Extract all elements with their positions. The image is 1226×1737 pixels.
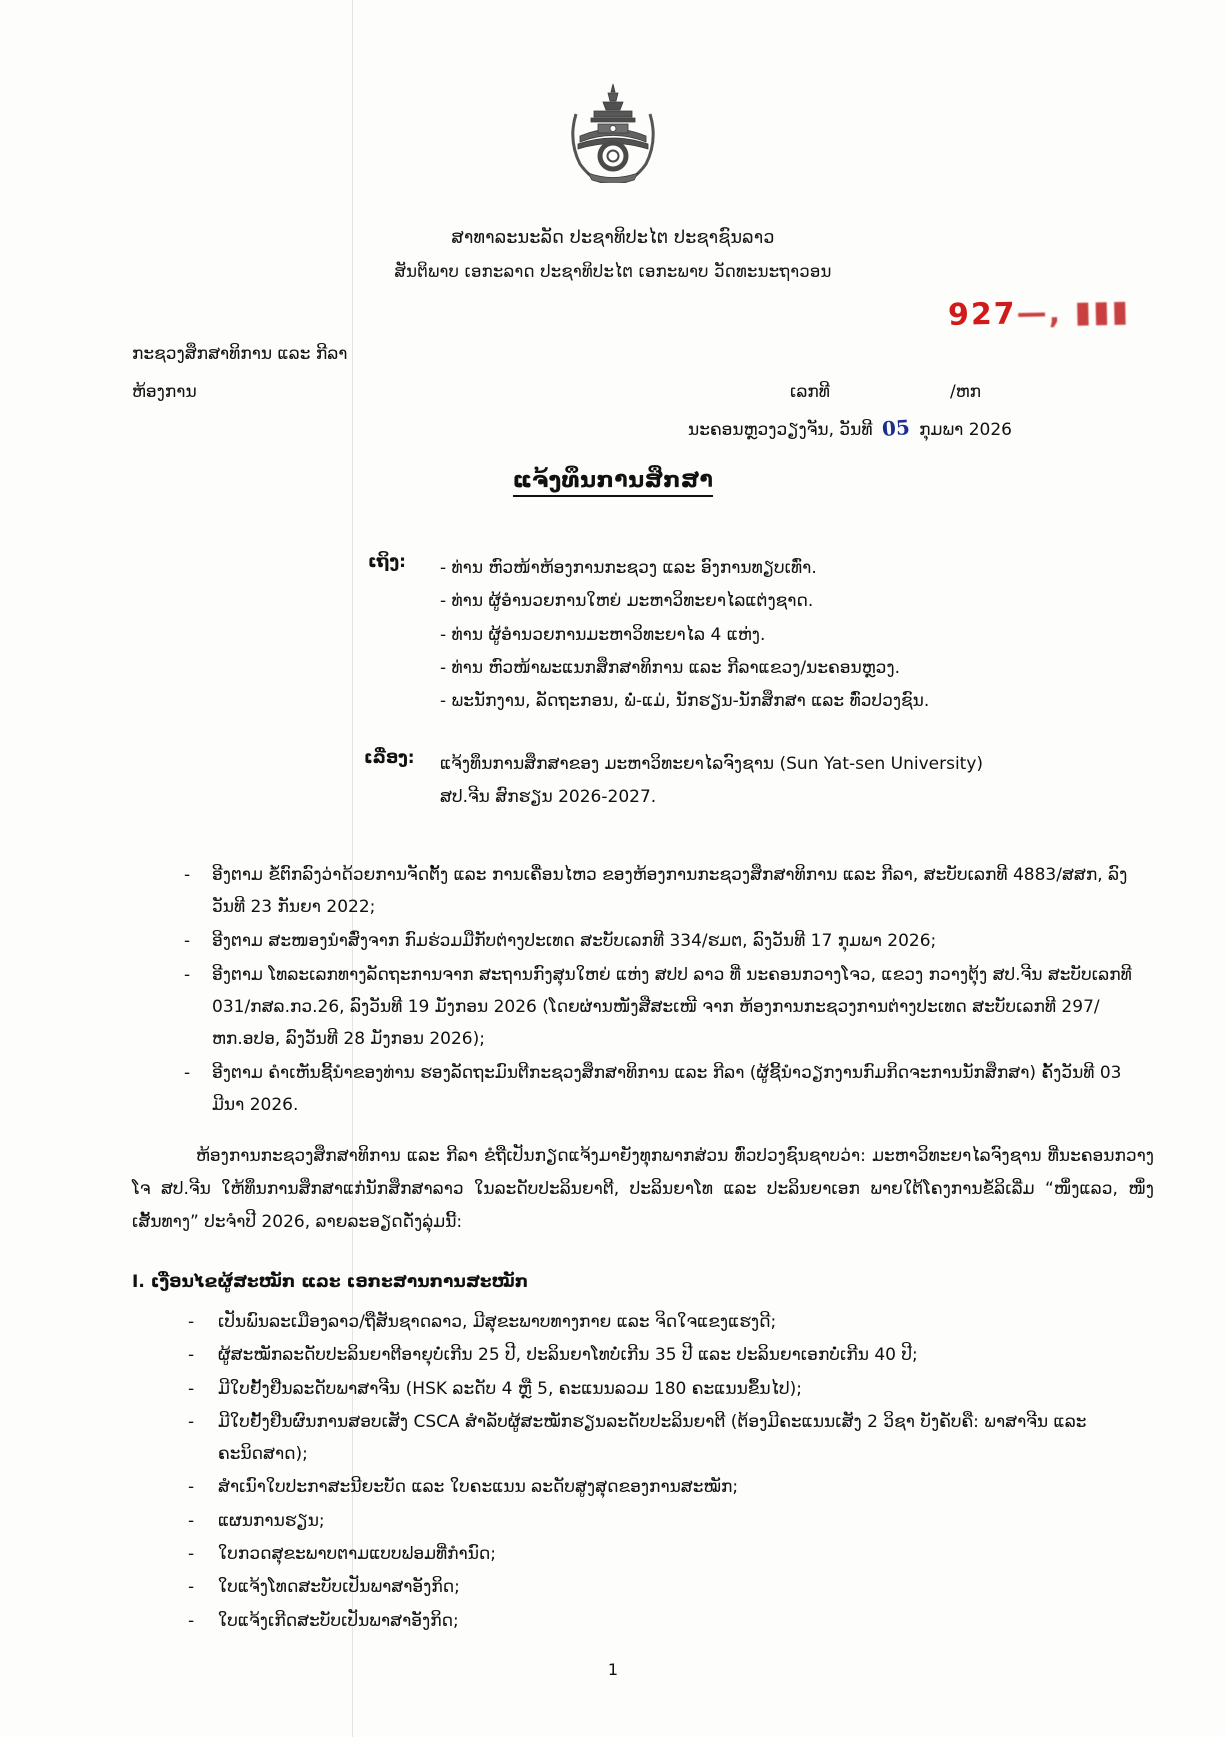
bullet-dash: - xyxy=(184,964,191,985)
bullet-dash: - xyxy=(188,1510,195,1531)
list-item-text: ເປັນພົນລະເມືອງລາວ/ຖືສັນຊາດລາວ, ມີສຸຂະພາບທາງກາຍ ແລະ ຈິດໃຈແຂງແຮງດີ; xyxy=(218,1312,777,1332)
reference-item xyxy=(176,926,1158,958)
page-title xyxy=(0,468,1226,493)
bullet-dash: - xyxy=(188,1610,195,1631)
bullet-dash: - xyxy=(184,865,191,885)
stamp-smear: —, ▮▮▮ xyxy=(1016,294,1131,332)
list-item-text: ມີໃບຢັ້ງຢືນລະດັບພາສາຈີນ (HSK ລະດັບ 4 ຫຼື 5, ຄະແນນລວມ 180 ຄະແນນຂຶ້ນໄປ); xyxy=(218,1378,802,1399)
bullet-dash: - xyxy=(188,1312,195,1332)
body-paragraph-text: ຫ້ອງການກະຊວງສຶກສາທິການ ແລະ ກີລາ ຂໍຖືເປັນກຽດແຈ້ງມາຍັງທຸກພາກສ່ວນ ທົ່ວປວງຊົນຊາບວ່າ: ມະຫາວິທະຍາໄລຈົງຊານ ທີ່ນະຄອນກວາງໂຈ ສປ.ຈີນ ໃຫ້ທຶນການສຶກສາແກ່ນັກສຶກສາລາວ ໃນລະດັບປະລິນຍາຕີ, ປະລິນຍາໂທ ແລະ ປະລິນຍາເອກ ພາຍໃຕ້ໂຄງການຂໍ້ລິເລີ່ມ “ໜຶ່ງແລວ, ໜຶ່ງເສັ້ນທາງ” ປະຈຳປີ 2026, ລາຍລະອຽດດັ່ງລຸ່ມນີ້: xyxy=(132,1146,1154,1233)
page-title-text: ແຈ້ງທຶນການສຶກສາ xyxy=(513,468,714,497)
reference-list xyxy=(176,860,1158,1124)
list-item-text: ມີໃບຢັ້ງຢືນຜົນການສອບເສັງ CSCA ສຳລັບຜູ້ສະໝັກຮຽນລະດັບປະລິນຍາຕີ (ຕ້ອງມີຄະແນນເສັງ 2 ວິຊາ ບັງຄັບຄື: ພາສາຈີນ ແລະ ຄະນິດສາດ); xyxy=(218,1411,1087,1465)
subject-text xyxy=(440,748,1150,814)
place-date-suffix: ກຸມພາ 2026 xyxy=(919,420,1012,440)
bullet-dash: - xyxy=(188,1378,195,1399)
list-item xyxy=(176,1306,1168,1338)
recipient-item: - ທ່ານ ຫົວໜ້າຫ້ອງການກະຊວງ ແລະ ອົງການທຽບເທົ່າ. xyxy=(440,558,817,578)
list-item xyxy=(176,1505,1168,1537)
reference-item xyxy=(176,860,1158,924)
list-item xyxy=(176,1373,1168,1405)
place-date-prefix: ນະຄອນຫຼວງວຽງຈັນ, ວັນທີ xyxy=(688,420,873,440)
recipient-item: - ທ່ານ ຜູ້ອຳນວຍການໃຫຍ່ ມະຫາວິທະຍາໄລແຕ່ງຊາດ. xyxy=(440,591,814,612)
bullet-dash: - xyxy=(188,1544,195,1565)
recipient-item: - ທ່ານ ຜູ້ອຳນວຍການມະຫາວິທະຍາໄລ 4 ແຫ່ງ. xyxy=(440,624,766,645)
bullet-dash: - xyxy=(184,1062,191,1083)
section-heading-i: I. ເງື່ອນໄຂຜູ້ສະໝັກ ແລະ ເອກະສານການສະໝັກ xyxy=(132,1272,529,1292)
bullet-dash: - xyxy=(188,1345,195,1366)
subject-label: ເລື່ອງ: xyxy=(364,748,415,768)
bullet-dash: - xyxy=(188,1411,195,1432)
recipients-label: ເຖິງ: xyxy=(368,552,406,572)
list-item xyxy=(176,1605,1168,1637)
list-item xyxy=(176,1538,1168,1570)
body-paragraph xyxy=(132,1140,1154,1239)
reference-text: ອີງຕາມ ຂໍ້ຕົກລົງວ່າດ້ວຍການຈັດຕັ້ງ ແລະ ການເຄື່ອນໄຫວ ຂອງຫ້ອງການກະຊວງສຶກສາທິການ ແລະ ກີລາ, ສະບັບເລກທີ 4883/ສສກ, ລົງວັນທີ 23 ກັນຍາ 2022; xyxy=(212,865,1128,917)
section-i-list xyxy=(176,1306,1168,1638)
stamp-number-value: 927 xyxy=(947,296,1017,333)
place-date-line xyxy=(688,416,1012,440)
list-item xyxy=(176,1571,1168,1603)
list-item-text: ແຜນການຮຽນ; xyxy=(218,1510,325,1531)
document-number-suffix: /ຫກ xyxy=(950,382,982,402)
reference-item xyxy=(176,960,1158,1056)
list-item xyxy=(176,1471,1168,1503)
subject-line: ສປ.ຈີນ ສົກຮຽນ 2026-2027. xyxy=(440,787,657,808)
national-emblem-wrap xyxy=(0,78,1226,187)
document-number-line xyxy=(790,382,982,402)
list-item-text: ໃບແຈ້ງເກີດສະບັບເປັນພາສາອັງກິດ; xyxy=(218,1610,459,1631)
document-number-label: ເລກທີ xyxy=(790,382,830,402)
list-item xyxy=(176,1406,1168,1471)
header-motto-line: ສັນຕິພາບ ເອກະລາດ ປະຊາທິປະໄຕ ເອກະພາບ ວັດທະນະຖາວອນ xyxy=(394,262,832,281)
handwritten-day: 05 xyxy=(881,415,911,441)
list-item-text: ໃບແຈ້ງໂທດສະບັບເປັນພາສາອັງກິດ; xyxy=(218,1577,460,1598)
reference-item xyxy=(176,1058,1158,1122)
recipients-list xyxy=(440,552,1140,719)
page-number: 1 xyxy=(607,1660,619,1679)
reference-text: ອີງຕາມ ໂທລະເລກທາງລັດຖະການຈາກ ສະຖານກົງສຸນໃຫຍ່ ແຫ່ງ ສປປ ລາວ ທີ່ ນະຄອນກວາງໂຈວ, ແຂວງ ກວາງຕຸ້ງ ສປ.ຈີນ ສະບັບເລກທີ 031/ກສລ.ກວ.26, ລົງວັນທີ 19 ມັງກອນ 2026 (ໂດຍຜ່ານໜັງສືສະເໜີ ຈາກ ຫ້ອງການກະຊວງການຕ່າງປະເທດ ສະບັບເລກທີ 297/ຫກ.ອປອ, ລົງວັນທີ 28 ມັງກອນ 2026); xyxy=(212,964,1132,1049)
office-name: ຫ້ອງການ xyxy=(132,382,197,402)
subject-line: ແຈ້ງທຶນການສຶກສາຂອງ ມະຫາວິທະຍາໄລຈົງຊານ (Sun Yat-sen University) xyxy=(440,754,984,774)
list-item xyxy=(176,1339,1168,1371)
reference-text: ອີງຕາມ ສະໜອງນຳສົ່ງຈາກ ກົມຮ່ວມມືກັບຕ່າງປະເທດ ສະບັບເລກທີ 334/ຮມຕ, ລົງວັນທີ 17 ກຸມພາ 2026; xyxy=(212,930,937,951)
stamp-number xyxy=(948,294,1131,333)
national-emblem-icon xyxy=(558,78,668,183)
recipient-item: - ທ່ານ ຫົວໜ້າພະແນກສຶກສາທິການ ແລະ ກີລາແຂວງ/ນະຄອນຫຼວງ. xyxy=(440,657,901,678)
list-item-text: ສຳເນົາໃບປະກາສະນີຍະບັດ ແລະ ໃບຄະແນນ ລະດັບສູງສຸດຂອງການສະໝັກ; xyxy=(218,1477,739,1498)
recipient-item: - ພະນັກງານ, ລັດຖະກອນ, ພໍ່-ແມ່, ນັກຮຽນ-ນັກສຶກສາ ແລະ ທົ່ວປວງຊົນ. xyxy=(440,691,930,712)
ministry-name: ກະຊວງສຶກສາທິການ ແລະ ກີລາ xyxy=(132,344,348,364)
bullet-dash: - xyxy=(188,1577,195,1598)
bullet-dash: - xyxy=(188,1477,195,1498)
reference-text: ອີງຕາມ ຄຳເຫັນຊີ້ນຳຂອງທ່ານ ຮອງລັດຖະມົນຕີກະຊວງສຶກສາທິການ ແລະ ກີລາ (ຜູ້ຊີ້ນຳວຽກງານກົມກິດຈະການນັກສຶກສາ) ຄັ້ງວັນທີ 03 ມີນາ 2026. xyxy=(212,1062,1122,1115)
list-item-text: ໃບກວດສຸຂະພາບຕາມແບບຟອມທີ່ກຳນົດ; xyxy=(218,1544,497,1565)
list-item-text: ຜູ້ສະໝັກລະດັບປະລິນຍາຕີອາຍຸບໍ່ເກີນ 25 ປີ, ປະລິນຍາໂທບໍ່ເກີນ 35 ປີ ແລະ ປະລິນຍາເອກບໍ່ເກີນ 40 ປີ; xyxy=(218,1345,918,1366)
header-country-line: ສາທາລະນະລັດ ປະຊາທິປະໄຕ ປະຊາຊົນລາວ xyxy=(451,228,775,248)
bullet-dash: - xyxy=(184,930,191,951)
